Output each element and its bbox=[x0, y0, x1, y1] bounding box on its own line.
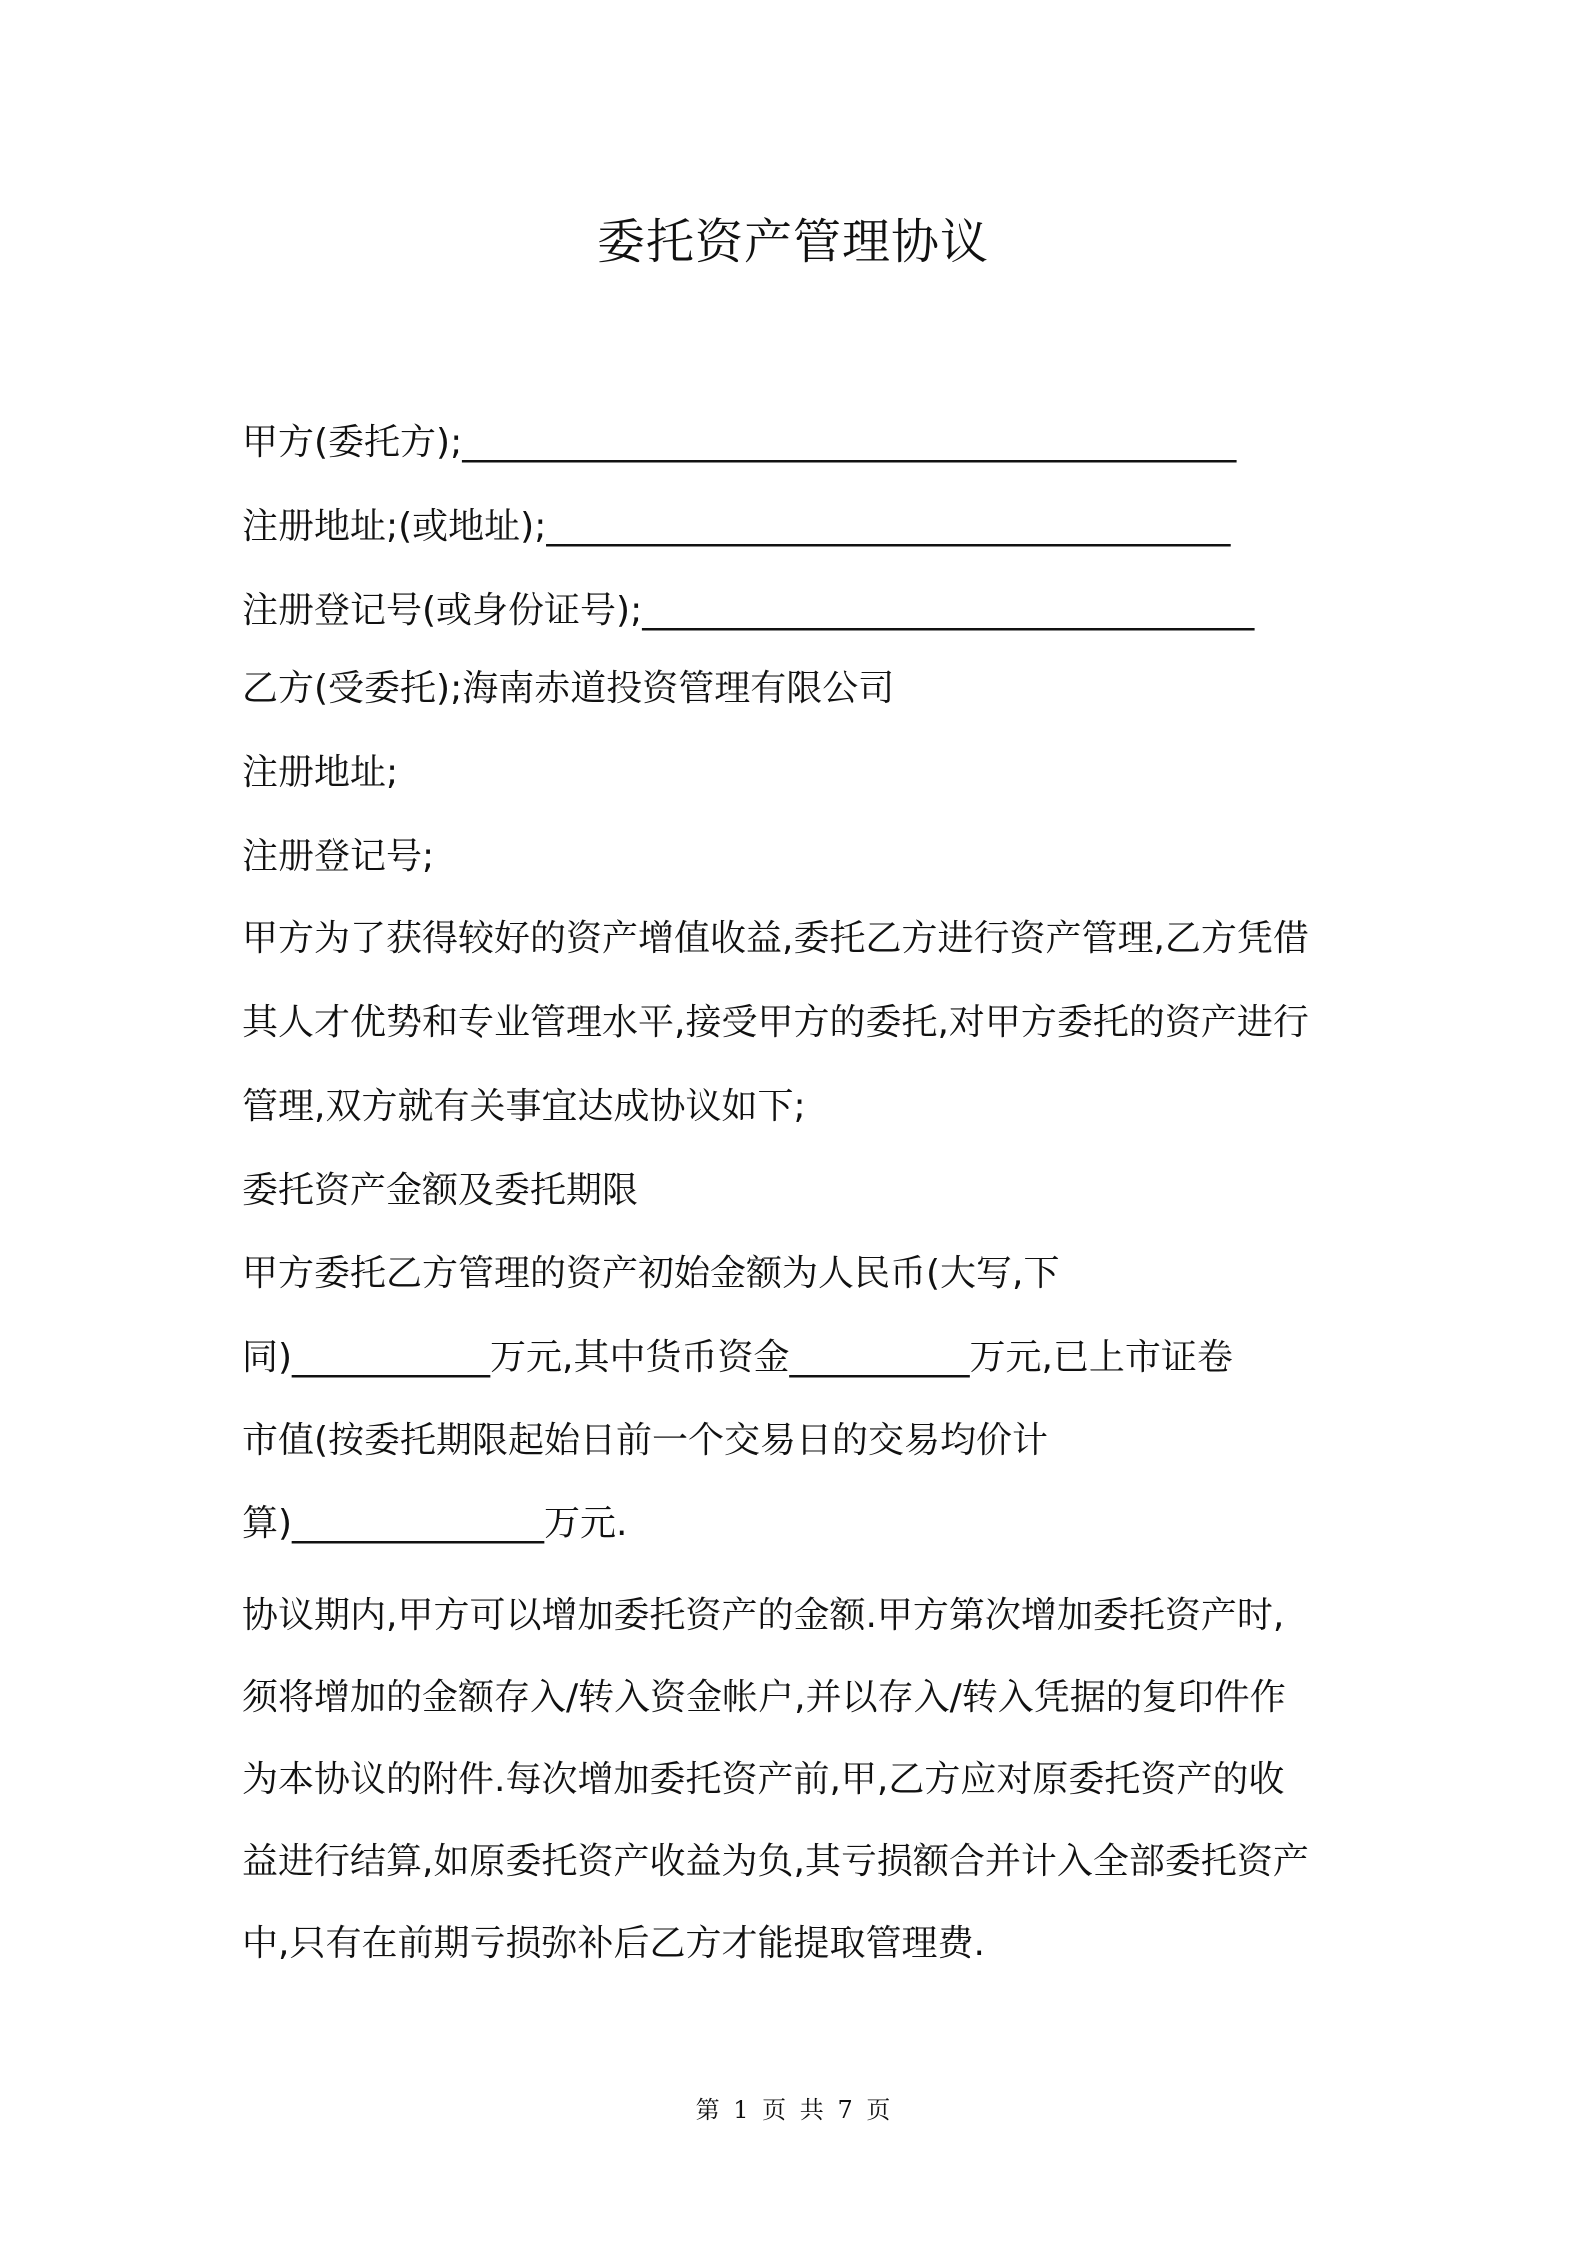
party-a-line: 甲方(委托方);___________________________________________ bbox=[242, 422, 1237, 463]
party-b-line: 乙方(受委托);海南赤道投资管理有限公司 bbox=[242, 668, 895, 709]
clause-line: 中,只有在前期亏损弥补后乙方才能提取管理费. bbox=[242, 1923, 985, 1964]
document-title: 委托资产管理协议 bbox=[596, 214, 989, 270]
preamble-line: 甲方为了获得较好的资产增值收益,委托乙方进行资产管理,乙方凭借 bbox=[242, 918, 1309, 959]
preamble-line: 其人才优势和专业管理水平,接受甲方的委托,对甲方委托的资产进行 bbox=[242, 1002, 1309, 1043]
clause-line: 甲方委托乙方管理的资产初始金额为人民币(大写,下 bbox=[242, 1253, 1060, 1294]
clause-line: 协议期内,甲方可以增加委托资产的金额.甲方第次增加委托资产时, bbox=[242, 1595, 1285, 1636]
clause-line: 为本协议的附件.每次增加委托资产前,甲,乙方应对原委托资产的收 bbox=[242, 1759, 1285, 1800]
clause-line: 须将增加的金额存入/转入资金帐户,并以存入/转入凭据的复印件作 bbox=[242, 1677, 1286, 1718]
page-number: 第 1 页 共 7 页 bbox=[695, 2096, 891, 2124]
clause-line: 益进行结算,如原委托资产收益为负,其亏损额合并计入全部委托资产 bbox=[242, 1841, 1309, 1882]
party-a-registration-line: 注册登记号(或身份证号);__________________________________ bbox=[242, 590, 1255, 631]
section-heading: 委托资产金额及委托期限 bbox=[242, 1170, 639, 1211]
clause-line: 市值(按委托期限起始日前一个交易日的交易均价计 bbox=[242, 1420, 1049, 1461]
party-a-address-line: 注册地址;(或地址);______________________________________ bbox=[242, 506, 1231, 547]
clause-line: 算)______________万元. bbox=[242, 1503, 628, 1544]
clause-line: 同)___________万元,其中货币资金__________万元,已上市证卷 bbox=[242, 1337, 1233, 1378]
party-b-address-line: 注册地址; bbox=[242, 752, 399, 793]
preamble-line: 管理,双方就有关事宜达成协议如下; bbox=[242, 1086, 806, 1127]
party-b-registration-line: 注册登记号; bbox=[242, 836, 435, 877]
